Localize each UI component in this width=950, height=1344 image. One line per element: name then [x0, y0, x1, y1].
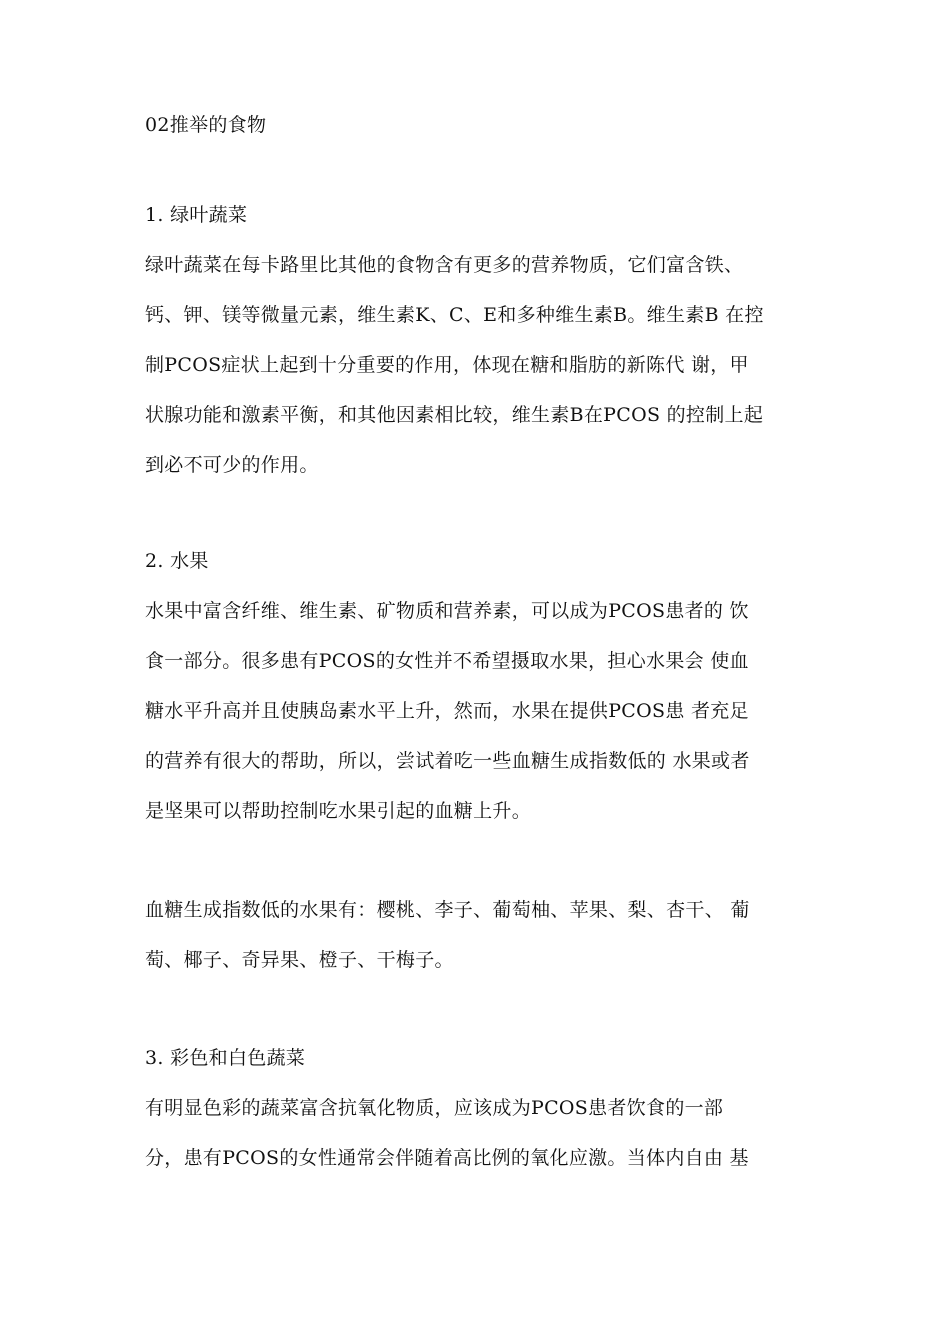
paragraph-line: 食一部分。很多患有PCOS的女性并不希望摄取水果，担心水果会 使血: [145, 650, 749, 672]
paragraph-line: 绿叶蔬菜在每卡路里比其他的食物含有更多的营养物质，它们富含铁、: [145, 254, 744, 276]
section-title-fruit: 2. 水果: [145, 550, 209, 572]
paragraph-line: 是坚果可以帮助控制吃水果引起的血糖上升。: [145, 800, 532, 822]
paragraph-line: 血糖生成指数低的水果有：樱桃、李子、葡萄柚、苹果、梨、杏干、 葡: [145, 899, 750, 921]
paragraph-line: 水果中富含纤维、维生素、矿物质和营养素，可以成为PCOS患者的 饮: [145, 600, 749, 622]
paragraph-line: 糖水平升高并且使胰岛素水平上升，然而，水果在提供PCOS患 者充足: [145, 700, 749, 722]
paragraph-line: 状腺功能和激素平衡，和其他因素相比较，维生素B在PCOS 的控制上起: [145, 404, 764, 426]
paragraph-line: 的营养有很大的帮助，所以，尝试着吃一些血糖生成指数低的 水果或者: [145, 750, 750, 772]
paragraph-line: 到必不可少的作用。: [145, 454, 319, 476]
paragraph-line: 分，患有PCOS的女性通常会伴随着高比例的氧化应激。当体内自由 基: [145, 1147, 749, 1169]
page-heading: 02推举的食物: [145, 114, 267, 136]
paragraph-line: 制PCOS症状上起到十分重要的作用，体现在糖和脂肪的新陈代 谢，甲: [145, 354, 749, 376]
paragraph-line: 有明显色彩的蔬菜富含抗氧化物质，应该成为PCOS患者饮食的一部: [145, 1097, 724, 1119]
section-title-leafy-greens: 1. 绿叶蔬菜: [145, 204, 248, 226]
paragraph-line: 钙、钾、镁等微量元素，维生素K、C、E和多种维生素B。维生素B 在控: [145, 304, 764, 326]
paragraph-line: 萄、椰子、奇异果、橙子、干梅子。: [145, 949, 454, 971]
section-title-colored-vegetables: 3. 彩色和白色蔬菜: [145, 1047, 306, 1069]
